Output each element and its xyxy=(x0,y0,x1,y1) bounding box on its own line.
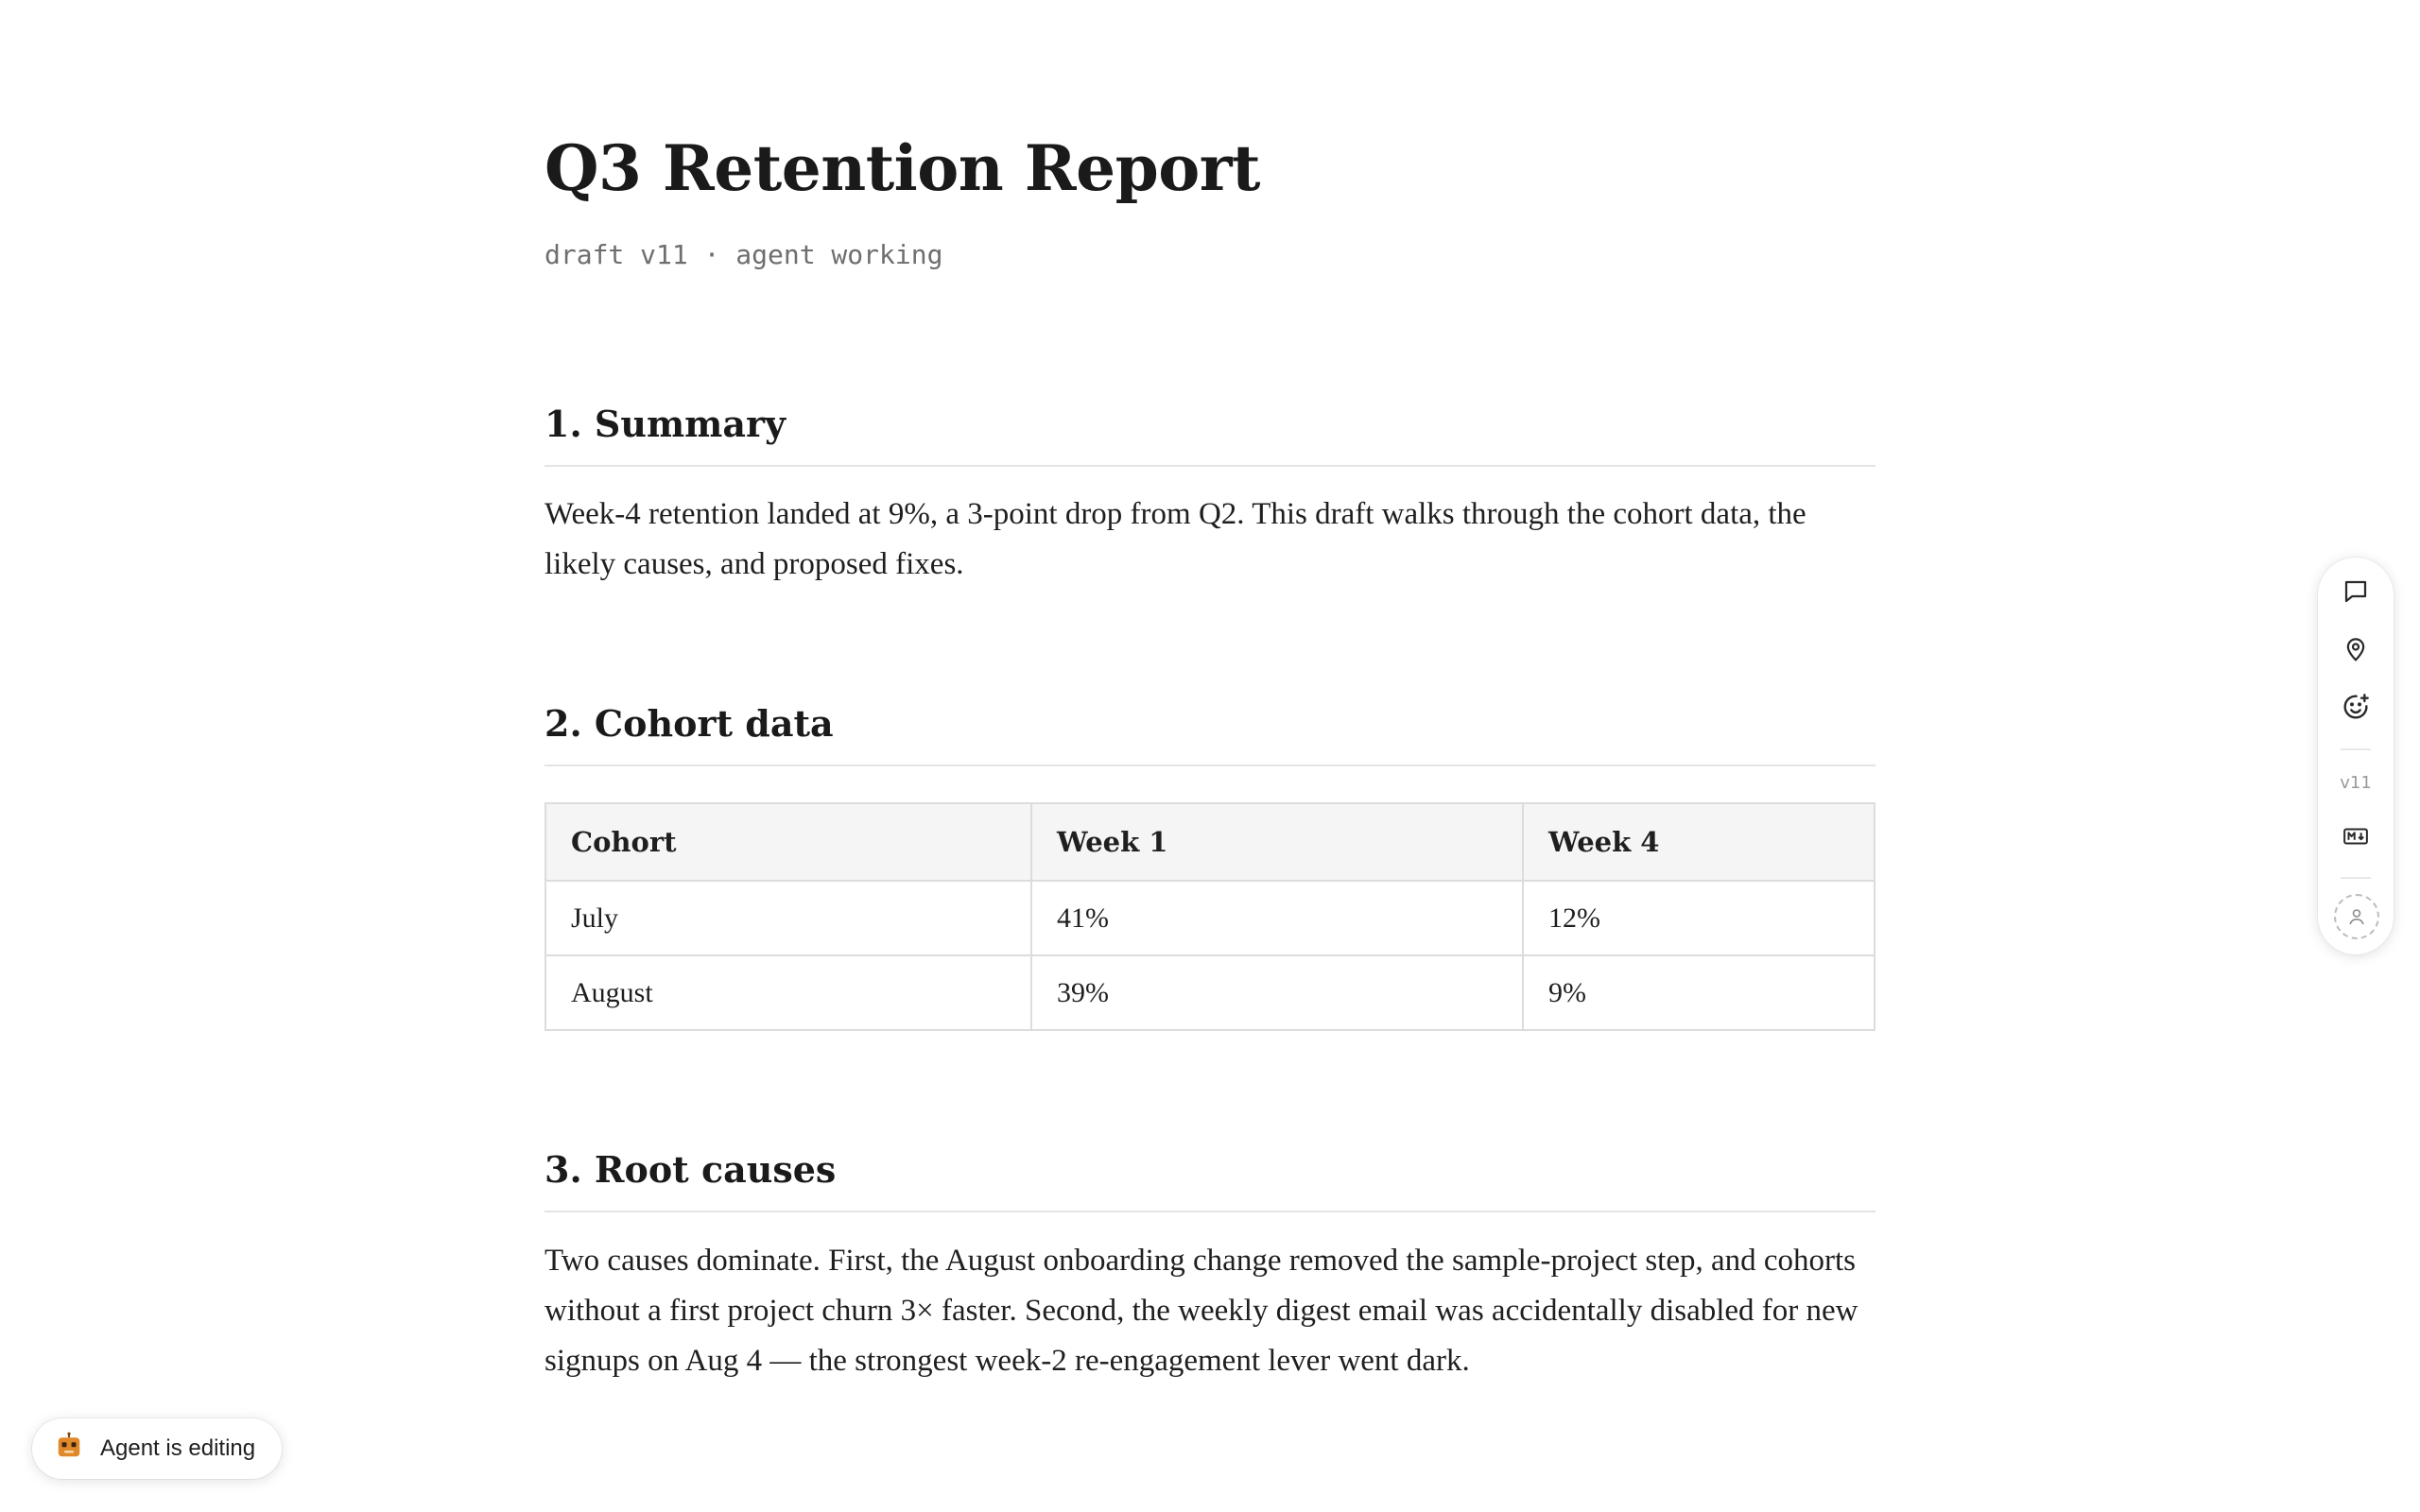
table-header-row xyxy=(545,803,1875,881)
section-paragraph[interactable]: Week-4 retention landed at 9%, a 3-point drop from Q2. This draft walks through the cohort data, the likely causes, and proposed fixes. xyxy=(544,497,1806,581)
table-cell[interactable]: August xyxy=(545,955,1031,1030)
agent-status-label: Agent is editing xyxy=(100,1435,256,1461)
location-pin-icon[interactable] xyxy=(2337,630,2375,668)
section-heading[interactable]: 1. Summary xyxy=(544,401,1876,467)
table-cell[interactable]: 9% xyxy=(1523,955,1875,1030)
section-summary xyxy=(544,401,1876,590)
table-header-cell[interactable]: Week 4 xyxy=(1523,803,1875,881)
divider xyxy=(2341,877,2371,879)
divider xyxy=(2341,748,2371,750)
cohort-table[interactable] xyxy=(544,802,1876,1031)
table-header-cell[interactable]: Cohort xyxy=(545,803,1031,881)
robot-icon xyxy=(55,1432,83,1467)
version-label[interactable]: v11 xyxy=(2340,773,2372,793)
table-row xyxy=(545,955,1875,1030)
table-cell[interactable]: 41% xyxy=(1031,881,1523,955)
section-root-causes xyxy=(544,1146,1876,1386)
agent-status-pill[interactable] xyxy=(32,1418,282,1479)
table-cell[interactable]: 12% xyxy=(1523,881,1875,955)
markdown-icon[interactable] xyxy=(2337,817,2375,855)
table-cell[interactable]: July xyxy=(545,881,1031,955)
user-avatar-icon[interactable] xyxy=(2334,894,2379,939)
side-toolbar xyxy=(2318,558,2394,954)
section-heading[interactable]: 2. Cohort data xyxy=(544,700,1876,766)
comment-icon[interactable] xyxy=(2337,573,2375,610)
draft-status: draft v11 · agent working xyxy=(544,239,943,270)
table-row xyxy=(545,881,1875,955)
section-paragraph[interactable]: Two causes dominate. First, the August onboarding change removed the sample-project step, and cohorts without a first project churn 3× faster. Second, the weekly digest email was accidentally disabled for new signups on Aug 4 — the strongest week-2 re-engagement lever went dark. xyxy=(544,1244,1858,1378)
section-cohort-data xyxy=(544,700,1876,1031)
table-cell[interactable]: 39% xyxy=(1031,955,1523,1030)
section-heading[interactable]: 3. Root causes xyxy=(544,1146,1876,1212)
page-title[interactable]: Q3 Retention Report xyxy=(544,131,1261,205)
table-header-cell[interactable]: Week 1 xyxy=(1031,803,1523,881)
add-reaction-icon[interactable] xyxy=(2337,688,2375,726)
document xyxy=(544,130,1876,1378)
